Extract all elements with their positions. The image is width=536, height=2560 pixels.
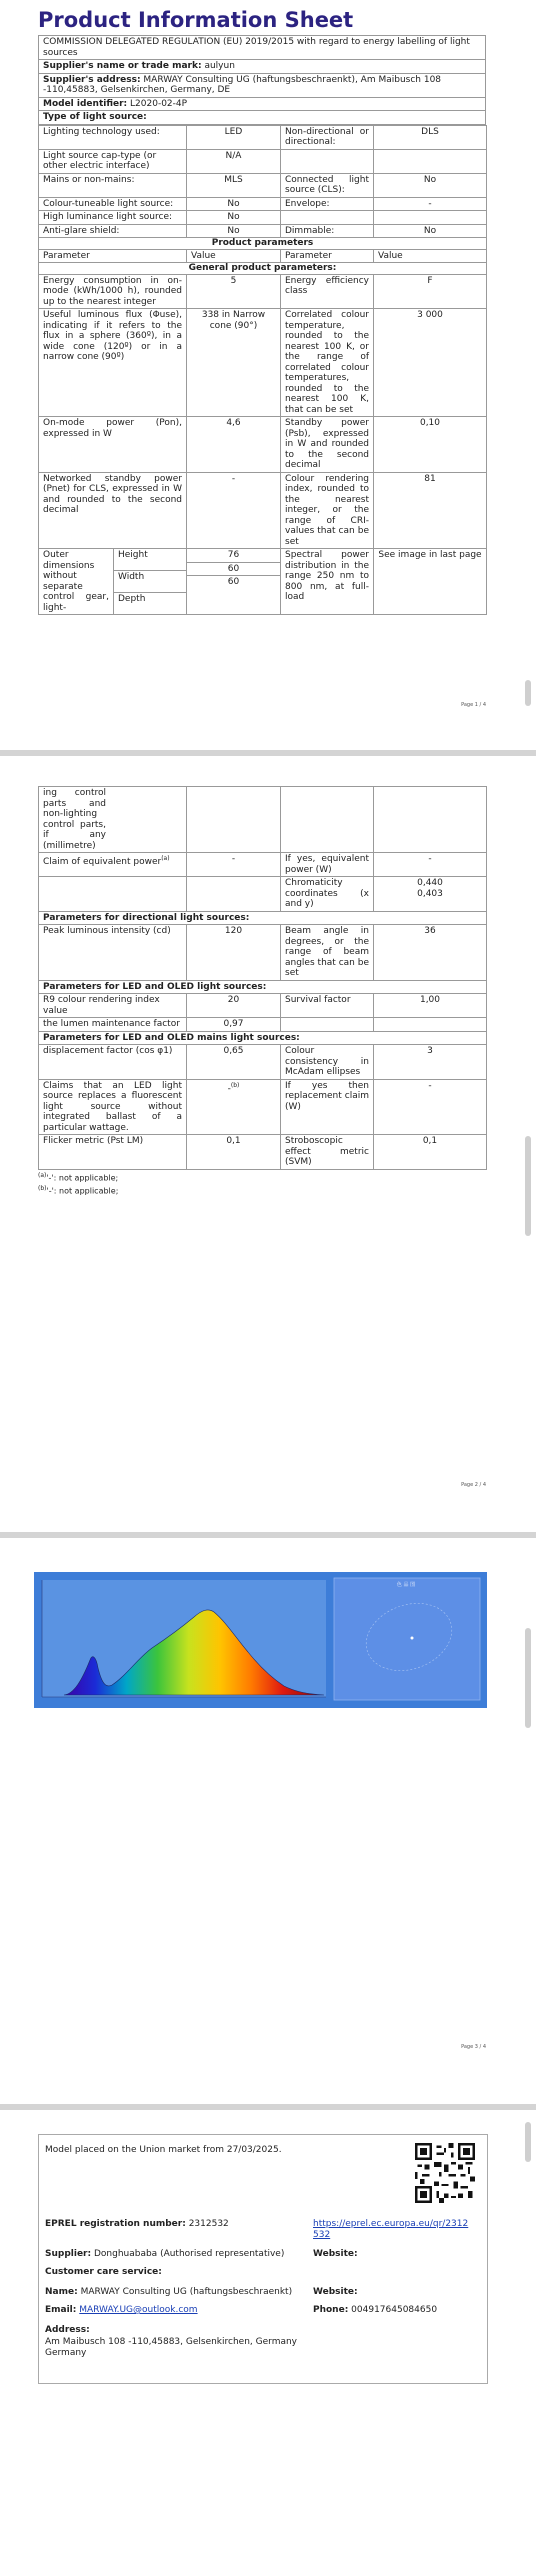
supplier-address-value: MARWAY Consulting UG (haftungsbeschraenkt), Am Maibusch 108 -110,45883, Gelsenkirchen, Germany, DE bbox=[43, 74, 442, 95]
name-row bbox=[45, 2287, 292, 2297]
footnote-a: $^{(a)}$'-': not applicable; bbox=[38, 1171, 119, 1183]
page-number: Page 2 / 4 bbox=[461, 1482, 486, 1488]
column-header-value-2: Value bbox=[374, 249, 487, 263]
phone-value: 004917645084650 bbox=[351, 2305, 438, 2315]
cell-dimensions-label bbox=[39, 549, 187, 615]
cell-spd-label: Spectral power distribution in the range 250 nm to 800 nm, at full-load bbox=[281, 549, 374, 615]
product-parameters-heading: Product parameters bbox=[39, 238, 487, 250]
supplier-label: Supplier: bbox=[45, 2249, 92, 2259]
cell-cct-value: 3 000 bbox=[374, 309, 487, 417]
cell-dimmable-label: Dimmable: bbox=[281, 224, 374, 238]
depth-value: 60 bbox=[227, 577, 240, 587]
table-row bbox=[39, 877, 487, 912]
email-link[interactable]: MARWAY.UG@outlook.com bbox=[79, 2305, 198, 2315]
page-2-content bbox=[38, 786, 486, 1197]
cell-luminous-flux-label: Useful luminous flux (Φuse), indicating if it refers to the flux in a sphere (360º), in a wide cone (120º) or in a narrow cone (90º) bbox=[39, 309, 187, 417]
cell-on-mode-power-label: On-mode power (Pon), expressed in W bbox=[39, 417, 187, 473]
supplier-row bbox=[45, 2249, 284, 2259]
table-row bbox=[39, 853, 487, 877]
footnote-ref: (b) bbox=[230, 1081, 240, 1089]
cell-lighting-technology-label: Lighting technology used: bbox=[39, 125, 187, 149]
cell-dimensions-values bbox=[187, 549, 281, 615]
cell-anti-glare-value: No bbox=[187, 224, 281, 238]
table-row bbox=[39, 274, 487, 309]
supplier-name-value: aulyun bbox=[204, 61, 235, 71]
height-value: 76 bbox=[187, 549, 280, 563]
document-page-2 bbox=[0, 756, 536, 1532]
table-header-row bbox=[39, 249, 487, 263]
cell-colour-consistency-label: Colour consistency in McAdam ellipses bbox=[281, 1045, 374, 1080]
width-value: 60 bbox=[187, 563, 280, 577]
height-label: Height bbox=[114, 549, 187, 570]
cell-beam-angle-label: Beam angle in degrees, or the range of beam angles that can be set bbox=[281, 925, 374, 981]
cell-equivalent-power-claim-label: Claim of equivalent power bbox=[43, 857, 162, 867]
width-label: Width bbox=[114, 570, 187, 592]
cell-dimmable-value: No bbox=[374, 224, 487, 238]
table-row bbox=[39, 1135, 487, 1170]
cell-cri-value: 81 bbox=[374, 472, 487, 549]
email-label: Email: bbox=[45, 2305, 77, 2315]
table-row bbox=[39, 1045, 487, 1080]
table-row bbox=[39, 787, 487, 853]
table-row bbox=[39, 417, 487, 473]
table-row bbox=[39, 149, 487, 173]
cell-efficiency-class-label: Energy efficiency class bbox=[281, 274, 374, 309]
chromaticity-point bbox=[411, 1637, 414, 1640]
depth-label: Depth bbox=[118, 594, 146, 605]
cell-standby-power-label: Standby power (Psb), expressed in W and rounded to the second decimal bbox=[281, 417, 374, 473]
address-label: Address: bbox=[45, 2325, 90, 2335]
cell-chromaticity-value bbox=[374, 877, 487, 912]
cell-flicker-value: 0,1 bbox=[187, 1135, 281, 1170]
cell-directional-label: Non-directional or directional: bbox=[281, 125, 374, 149]
cie-panel-title: 色 品 图 bbox=[396, 1582, 416, 1588]
phone-label: Phone: bbox=[313, 2305, 349, 2315]
cell-flicker-label: Flicker metric (Pst LM) bbox=[39, 1135, 187, 1170]
customer-service-heading: Customer care service: bbox=[45, 2267, 162, 2277]
cell-displacement-factor-value: 0,65 bbox=[187, 1045, 281, 1080]
cell-svm-label: Stroboscopic effect metric (SVM) bbox=[281, 1135, 374, 1170]
cell-replacement-claim-label: If yes then replacement claim (W) bbox=[281, 1079, 374, 1135]
cell-on-mode-power-value: 4,6 bbox=[187, 417, 281, 473]
cell-energy-consumption-label: Energy consumption in on-mode (kWh/1000 h), rounded up to the nearest integer bbox=[39, 274, 187, 309]
cell-peak-intensity-value: 120 bbox=[187, 925, 281, 981]
cell-survival-factor-label: Survival factor bbox=[281, 994, 374, 1018]
cell-colour-tuneable-label: Colour-tuneable light source: bbox=[39, 197, 187, 211]
cell-peak-intensity-label: Peak luminous intensity (cd) bbox=[39, 925, 187, 981]
cell-equivalent-power-claim-value: - bbox=[187, 853, 281, 877]
table-row bbox=[39, 173, 487, 197]
mains-heading: Parameters for LED and OLED mains light sources: bbox=[39, 1031, 487, 1045]
cell-anti-glare-label: Anti-glare shield: bbox=[39, 224, 187, 238]
cell-beam-angle-value: 36 bbox=[374, 925, 487, 981]
eprel-link[interactable]: https://eprel.ec.europa.eu/qr/2312532 bbox=[313, 2219, 469, 2240]
cell-cls-label: Connected light source (CLS): bbox=[281, 173, 374, 197]
model-identifier-label: Model identifier: bbox=[43, 98, 128, 109]
table-row bbox=[39, 309, 487, 417]
table-row bbox=[39, 211, 487, 225]
dimensions-label-text: Outer dimensions without separate control gear, light- bbox=[39, 549, 114, 614]
scrollbar-thumb[interactable] bbox=[525, 1136, 531, 1236]
cell-mains-value: MLS bbox=[187, 173, 281, 197]
type-heading: Type of light source: bbox=[39, 111, 486, 125]
supplier-address-label: Supplier's address: bbox=[43, 74, 141, 85]
cell-directional-value: DLS bbox=[374, 125, 487, 149]
cell-fluorescent-claim-label: Claims that an LED light source replaces a fluorescent light source without integrated ballast of a particular wattage. bbox=[39, 1079, 187, 1135]
cell-cls-value: No bbox=[374, 173, 487, 197]
cell-high-luminance-label: High luminance light source: bbox=[39, 211, 187, 225]
scrollbar-thumb[interactable] bbox=[525, 1628, 531, 1728]
page-1-content bbox=[38, 8, 486, 615]
email-row bbox=[45, 2305, 198, 2315]
cell-colour-tuneable-value: No bbox=[187, 197, 281, 211]
cell-envelope-value: - bbox=[374, 197, 487, 211]
cell-lighting-technology-value: LED bbox=[187, 125, 281, 149]
column-header-value: Value bbox=[187, 249, 281, 263]
scrollbar-thumb[interactable] bbox=[525, 680, 531, 706]
website-label-2: Website: bbox=[313, 2287, 358, 2297]
cell-fluorescent-claim-value: -$^{(b)}$ bbox=[187, 1079, 281, 1135]
regulation-text: COMMISSION DELEGATED REGULATION (EU) 2019/2015 with regard to energy labelling of light sources bbox=[39, 36, 486, 60]
table-row bbox=[39, 125, 487, 149]
led-heading: Parameters for LED and OLED light sources: bbox=[39, 980, 487, 994]
page-number: Page 1 / 4 bbox=[461, 702, 486, 708]
footnote-ref: (a) bbox=[161, 855, 170, 862]
cell-envelope-label: Envelope: bbox=[281, 197, 374, 211]
cell-lumen-maintenance-value: 0,97 bbox=[187, 1018, 281, 1032]
cell-luminous-flux-value: 338 in Narrow cone (90°) bbox=[187, 309, 281, 417]
footnote-b: $^{(b)}$'-': not applicable; bbox=[38, 1185, 119, 1196]
eprel-row bbox=[45, 2219, 229, 2229]
cie-diagram-panel bbox=[334, 1578, 480, 1700]
table-row bbox=[39, 549, 487, 615]
qr-code-icon[interactable] bbox=[415, 2143, 475, 2203]
table-row bbox=[39, 224, 487, 238]
phone-row bbox=[313, 2305, 437, 2315]
scrollbar-thumb[interactable] bbox=[525, 2122, 531, 2162]
document-page-4 bbox=[0, 2110, 536, 2560]
cell-chromaticity-label: Chromaticity coordinates (x and y) bbox=[281, 877, 374, 912]
chromaticity-x: 0,440 bbox=[417, 878, 443, 888]
table-row bbox=[39, 1018, 487, 1032]
cell-colour-consistency-value: 3 bbox=[374, 1045, 487, 1080]
cell-high-luminance-value: No bbox=[187, 211, 281, 225]
table-row bbox=[39, 925, 487, 981]
document-page-1 bbox=[0, 0, 536, 750]
cell-svm-value: 0,1 bbox=[374, 1135, 487, 1170]
cell-r9-label: R9 colour rendering index value bbox=[39, 994, 187, 1018]
supplier-value: Donghuababa (Authorised representative) bbox=[93, 2249, 285, 2259]
eprel-value: 2312532 bbox=[188, 2219, 229, 2229]
cell-equivalent-power-label: If yes, equivalent power (W) bbox=[281, 853, 374, 877]
cell-energy-consumption-value: 5 bbox=[187, 274, 281, 309]
cell-r9-value: 20 bbox=[187, 994, 281, 1018]
directional-heading: Parameters for directional light sources: bbox=[39, 911, 487, 925]
column-header-parameter-2: Parameter bbox=[281, 249, 374, 263]
cell-replacement-claim-value: - bbox=[374, 1079, 487, 1135]
cell-networked-standby-value: - bbox=[187, 472, 281, 549]
name-label: Name: bbox=[45, 2287, 78, 2297]
cell-cap-type-label: Light source cap-type (or other electric interface) bbox=[39, 149, 187, 173]
market-date-text: Model placed on the Union market from 27/03/2025. bbox=[45, 2145, 282, 2155]
table-row bbox=[39, 1079, 487, 1135]
page-number: Page 3 / 4 bbox=[461, 2044, 486, 2050]
document-page-3 bbox=[0, 1538, 536, 2104]
cell-mains-label: Mains or non-mains: bbox=[39, 173, 187, 197]
table-row bbox=[39, 197, 487, 211]
cell-networked-standby-label: Networked standby power (Pnet) for CLS, expressed in W and rounded to the second decimal bbox=[39, 472, 187, 549]
table-row bbox=[39, 994, 487, 1018]
table-row bbox=[39, 472, 487, 549]
cell-cct-label: Correlated colour temperature, rounded to the nearest 100 K, or the range of correlated colour temperatures, rounded to the nearest 100 K, that can be set bbox=[281, 309, 374, 417]
model-identifier-value: L2020-02-4P bbox=[130, 98, 188, 109]
cell-lumen-maintenance-label: the lumen maintenance factor bbox=[39, 1018, 187, 1032]
chromaticity-y: 0,403 bbox=[417, 888, 443, 899]
name-value: MARWAY Consulting UG (haftungsbeschraenkt) bbox=[80, 2287, 293, 2297]
page-title: Product Information Sheet bbox=[38, 8, 354, 32]
supplier-name-label: Supplier's name or trade mark: bbox=[43, 61, 202, 71]
cell-efficiency-class-value: F bbox=[374, 274, 487, 309]
type-table bbox=[38, 125, 487, 616]
spectrum-chart bbox=[34, 1572, 487, 1708]
cell-survival-factor-value: 1,00 bbox=[374, 994, 487, 1018]
cell-standby-power-value: 0,10 bbox=[374, 417, 487, 473]
column-header-parameter: Parameter bbox=[39, 249, 187, 263]
address-value: Am Maibusch 108 -110,45883, Gelsenkirchen, Germany Germany bbox=[45, 2337, 297, 2358]
cell-cri-label: Colour rendering index, rounded to the nearest integer, or the range of CRI-values that can be set bbox=[281, 472, 374, 549]
header-table bbox=[38, 35, 486, 125]
cell-displacement-factor-label: displacement factor (cos φ1) bbox=[39, 1045, 187, 1080]
cell-spd-value: See image in last page bbox=[374, 549, 487, 615]
parameters-table-continued bbox=[38, 786, 487, 1170]
website-label: Website: bbox=[313, 2249, 358, 2259]
cell-cap-type-value: N/A bbox=[187, 149, 281, 173]
cell-dimensions-label-continued: ing control parts and non-lighting control parts, if any (millimetre) bbox=[39, 787, 187, 853]
cell-equivalent-power-value: - bbox=[374, 853, 487, 877]
eprel-label: EPREL registration number: bbox=[45, 2219, 186, 2229]
supplier-info-box bbox=[38, 2134, 488, 2384]
general-parameters-heading: General product parameters: bbox=[39, 263, 487, 275]
